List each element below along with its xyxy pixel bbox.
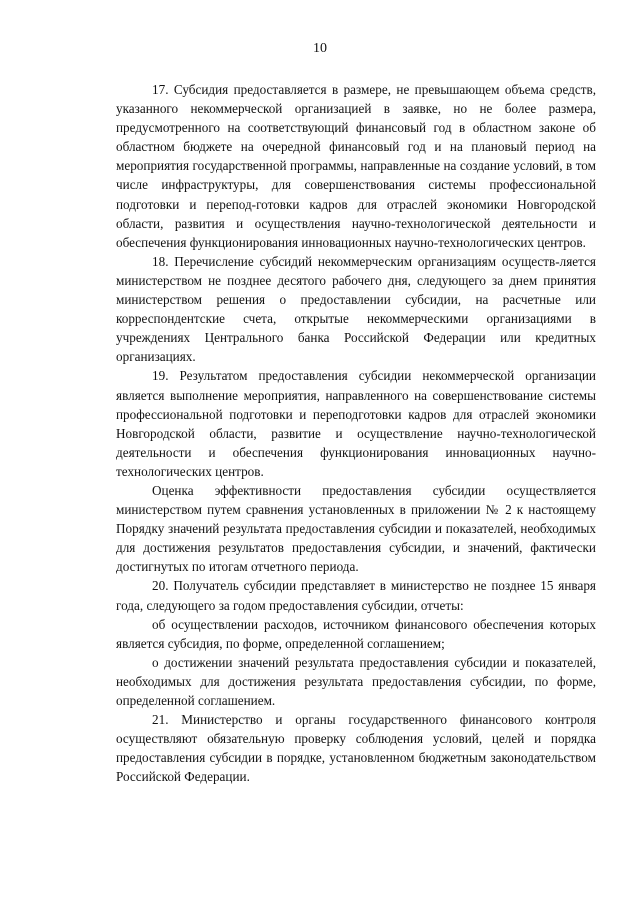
- paragraph-19: 19. Результатом предоставления субсидии некоммерческой организации является выполнение мероприятия, направленного на совершенствование системы профессиональной подготовки и переподготовки кадров для отраслей экономики Новгородской области, развитие и осуществление научно-технологической деятельности и обеспечения функционирования инновационных научно-технологических центров.: [116, 368, 596, 479]
- paragraph-20: 20. Получатель субсидии представляет в министерство не позднее 15 января года, следующего за годом предоставления субсидии, отчеты:: [116, 578, 596, 613]
- paragraph-18: 18. Перечисление субсидий некоммерческим организациям осуществ-ляется министерством не позднее десятого рабочего дня, следующего за днем принятия министерством решения о предоставлении субсидии, на расчетные или корреспондентские счета, открытые некоммерческими организациями в учреждениях Центрального банка Российской Федерации или кредитных организациях.: [116, 253, 596, 365]
- paragraph-report-results: о достижении значений результата предоставления субсидии и показателей, необходимых для достижения результата предоставления субсидии, по форме, определенной соглашением.: [116, 654, 596, 708]
- document-body: [116, 80, 596, 786]
- paragraph-evaluation: Оценка эффективности предоставления субсидии осуществляется министерством путем сравнения установленных в приложении № 2 к настоящему Порядку значений результата предоставления субсидии и показателей, необходимых для достижения результатов предоставления субсидии, и значений, фактически достигнутых по итогам отчетного периода.: [116, 482, 596, 575]
- paragraph-17: 17. Субсидия предоставляется в размере, не превышающем объема средств, указанного некоммерческой организацией в заявке, но не более размера, предусмотренного на соответствующий финансовый год в областном законе об областном бюджете на очередной финансовый год и на плановый период на мероприятия государственной программы, направленные на создание условий, в том числе инфраструктуры, для совершенствования системы профессиональной подготовки и перепод-готовки кадров для отраслей экономики Новгородской области, развития и осуществления научно-технологической деятельности и обеспечения функционирования инновационных научно-технологических центров.: [116, 82, 596, 250]
- paragraph-21: 21. Министерство и органы государственного финансового контроля осуществляют обязательную проверку соблюдения условий, целей и порядка предоставления субсидии в порядке, установленном бюджетным законодательством Российской Федерации.: [116, 712, 596, 785]
- paragraph-report-expenses: об осуществлении расходов, источником финансового обеспечения которых является субсидия, по форме, определенной соглашением;: [116, 616, 596, 651]
- page-number: 10: [313, 41, 327, 56]
